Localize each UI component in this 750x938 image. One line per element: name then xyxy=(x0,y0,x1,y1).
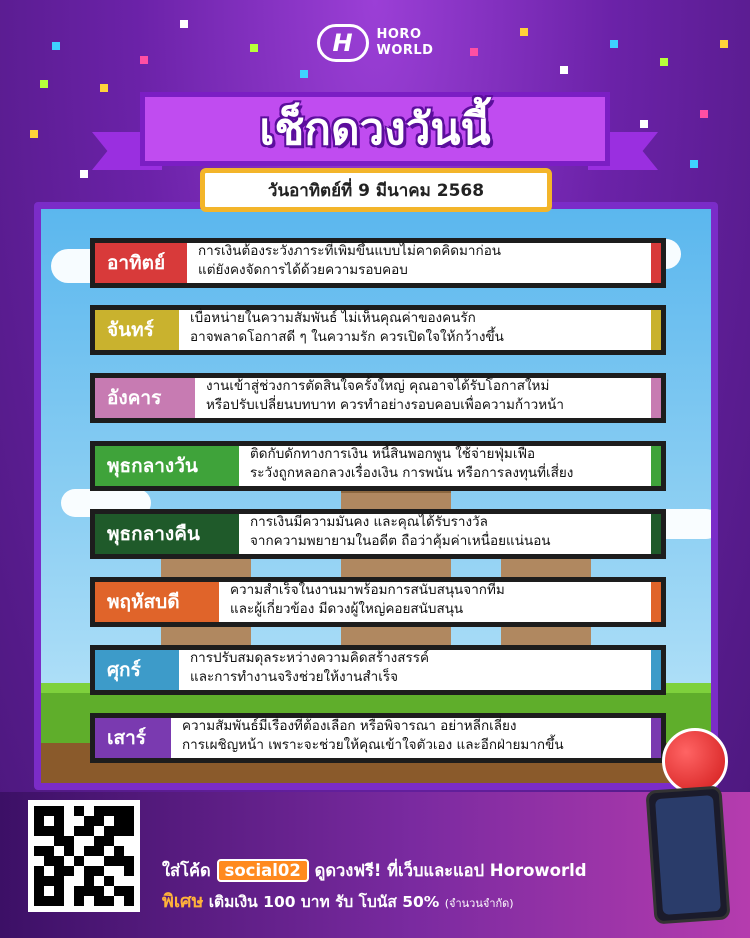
brand-logo[interactable] xyxy=(0,24,750,62)
horoscope-row xyxy=(90,373,666,423)
horoscope-text: การเงินมีความมั่นคง และคุณได้รับรางวัล จากความพยายามในอดีต ถือว่าคุ้มค่าเหนื่อยแน่นอน xyxy=(250,514,551,549)
confetti-piece xyxy=(560,66,568,74)
horoscope-text: งานเข้าสู่ช่วงการตัดสินใจครั้งใหญ่ คุณอาจได้รับโอกาสใหม่ หรือปรับเปลี่ยนบทบาท ควรทำอย่างรอบคอบเพื่อความก้าวหน้า xyxy=(206,378,564,413)
horoscope-text: การปรับสมดุลระหว่างความคิดสร้างสรรค์ และการทำงานจริงช่วยให้งานสำเร็จ xyxy=(190,650,430,685)
qr-code[interactable] xyxy=(28,800,140,912)
phone-app-mockup xyxy=(645,786,730,925)
confetti-piece xyxy=(700,110,708,118)
day-label: พุธกลางคืน xyxy=(95,514,239,554)
horoscope-row xyxy=(90,441,666,491)
day-label: ศุกร์ xyxy=(95,650,179,690)
date-label: วันอาทิตย์ที่ 9 มีนาคม 2568 xyxy=(200,168,552,212)
day-label: อังคาร xyxy=(95,378,195,418)
red-balloon-icon xyxy=(662,728,728,794)
horoscope-text: ความสำเร็จในงานมาพร้อมการสนับสนุนจากทีม และผู้เกี่ยวข้อง มีดวงผู้ใหญ่คอยสนับสนุน xyxy=(230,582,505,617)
horoworld-logo-icon: H xyxy=(317,24,369,62)
confetti-piece xyxy=(80,170,88,178)
horoscope-row xyxy=(90,305,666,355)
promo-bonus-line: พิเศษ เติมเงิน 100 บาท รับ โบนัส 50% (จำนวนจำกัด) xyxy=(162,891,514,912)
day-label: เสาร์ xyxy=(95,718,171,758)
confetti-piece xyxy=(690,160,698,168)
promo-code-badge[interactable]: social02 xyxy=(217,859,309,882)
day-label: จันทร์ xyxy=(95,310,179,350)
page-title: เช็กดวงวันนี้ xyxy=(259,104,491,155)
day-label: พุธกลางวัน xyxy=(95,446,239,486)
limited-note: (จำนวนจำกัด) xyxy=(444,897,514,910)
horoscope-row xyxy=(90,645,666,695)
pixel-scene-panel xyxy=(34,202,718,790)
confetti-piece xyxy=(100,84,108,92)
confetti-piece xyxy=(40,80,48,88)
horoscope-text: ติดกับดักทางการเงิน หนี้สินพอกพูน ใช้จ่ายฟุ่มเฟือ ระวังถูกหลอกลวงเรื่องเงิน การพนัน หรือการลงทุนที่เสี่ยง xyxy=(250,446,574,481)
day-label: อาทิตย์ xyxy=(95,243,187,283)
confetti-piece xyxy=(300,70,308,78)
confetti-piece xyxy=(30,130,38,138)
brand-name: HORO WORLD xyxy=(376,27,434,58)
horoscope-text: การเงินต้องระวังภาระที่เพิ่มขึ้นแบบไม่คาดคิดมาก่อน แต่ยังคงจัดการได้ด้วยความรอบคอบ xyxy=(198,243,502,278)
horoscope-row xyxy=(90,577,666,627)
horoscope-row xyxy=(90,713,666,763)
day-label: พฤหัสบดี xyxy=(95,582,219,622)
title-banner xyxy=(100,92,650,170)
horoscope-row xyxy=(90,509,666,559)
horoscope-row xyxy=(90,238,666,288)
promo-code-line: ใส่โค้ด social02 ดูดวงฟรี! ที่เว็บและแอป Horoworld xyxy=(162,861,587,880)
horoscope-text: เบื่อหน่ายในความสัมพันธ์ ไม่เห็นคุณค่าของคนรัก อาจพลาดโอกาสดี ๆ ในความรัก ควรเปิดใจให้กว้างขึ้น xyxy=(190,310,504,345)
special-label: พิเศษ xyxy=(162,891,204,912)
horoscope-text: ความสัมพันธ์มีเรื่องที่ต้องเลือก หรือพิจารณา อย่าหลีกเลี่ยง การเผชิญหน้า เพราะจะช่วยให้คุณเข้าใจตัวเอง และอีกฝ่ายมากขึ้น xyxy=(182,718,564,753)
